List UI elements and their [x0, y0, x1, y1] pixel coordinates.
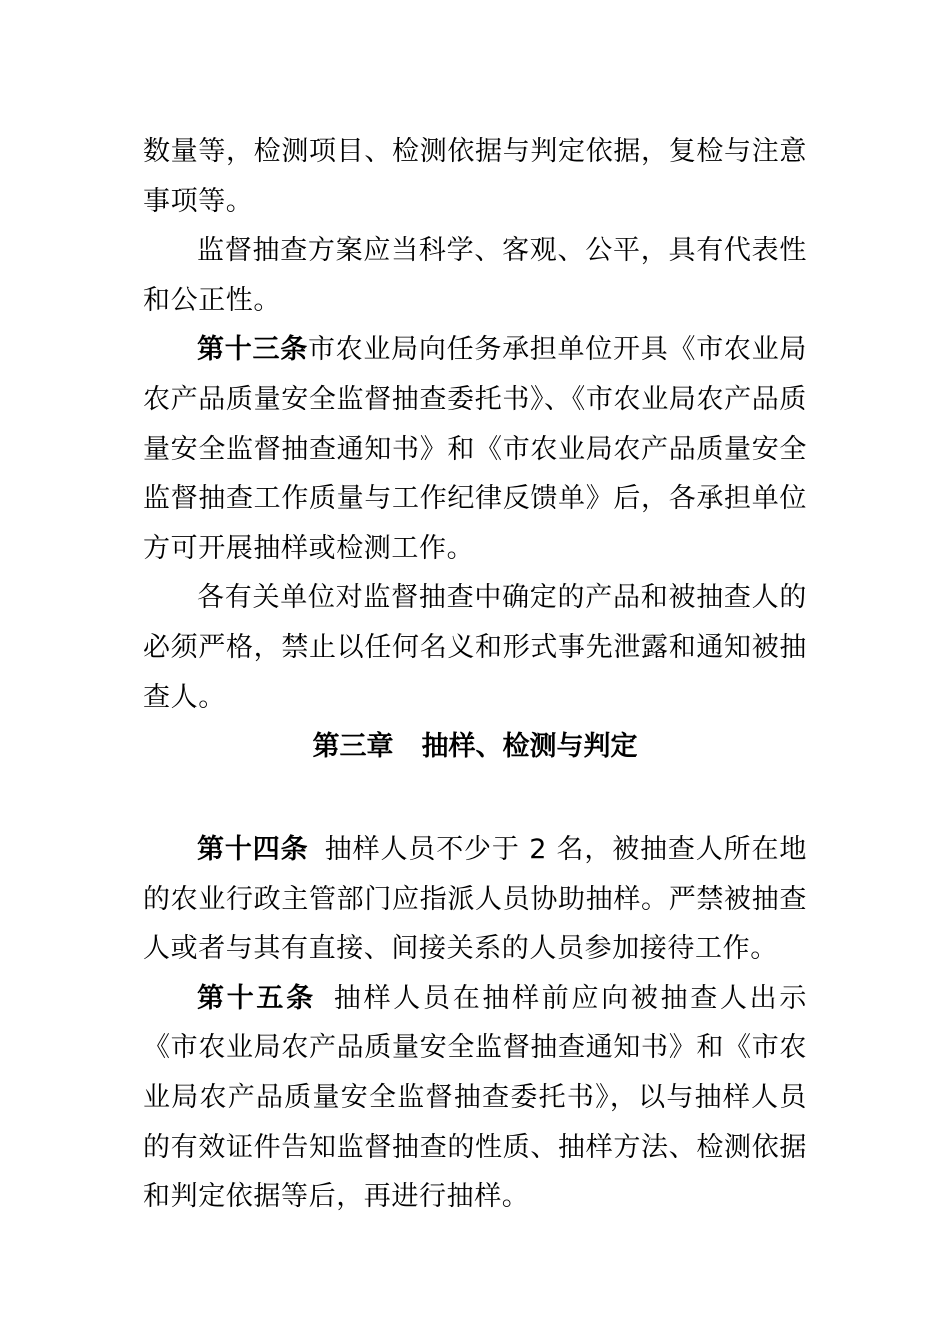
paragraph-plan-requirements: 监督抽查方案应当科学、客观、公平，具有代表性和公正性。 [143, 235, 807, 316]
chapter-title-text: 抽样、检测与判定 [421, 731, 638, 762]
section-before-chapter [143, 127, 807, 722]
article-13 [143, 325, 807, 573]
article-14 [143, 825, 807, 974]
article-15-label: 第十五条 [197, 982, 316, 1014]
section-after-chapter [143, 825, 807, 1222]
paragraph-confidentiality: 各有关单位对监督抽查中确定的产品和被抽查人的必须严格，禁止以任何名义和形式事先泄露和通知被抽查人。 [143, 582, 807, 713]
chapter-number: 第三章 [312, 731, 394, 762]
article-13-label: 第十三条 [197, 334, 308, 366]
paragraph-continuation: 数量等，检测项目、检测依据与判定依据，复检与注意事项等。 [143, 136, 807, 217]
article-15 [143, 974, 807, 1222]
chapter-heading [0, 727, 950, 767]
article-14-text: 抽样人员不少于 2 名，被抽查人所在地的农业行政主管部门应指派人员协助抽样。严禁被抽查人或者与其有直接、间接关系的人员参加接待工作。 [143, 834, 807, 965]
article-15-text: 抽样人员在抽样前应向被抽查人出示《市农业局农产品质量安全监督抽查通知书》和《市农业局农产品质量安全监督抽查委托书》，以与抽样人员的有效证件告知监督抽查的性质、抽样方法、检测依据和判定依据等后，再进行抽样。 [143, 982, 807, 1213]
article-14-label: 第十四条 [197, 834, 309, 865]
article-13-text: 市农业局向任务承担单位开具《市农业局农产品质量安全监督抽查委托书》、《市农业局农产品质量安全监督抽查通知书》和《市农业局农产品质量安全监督抽查工作质量与工作纪律反馈单》后，各承担单位方可开展抽样或检测工作。 [143, 334, 807, 564]
